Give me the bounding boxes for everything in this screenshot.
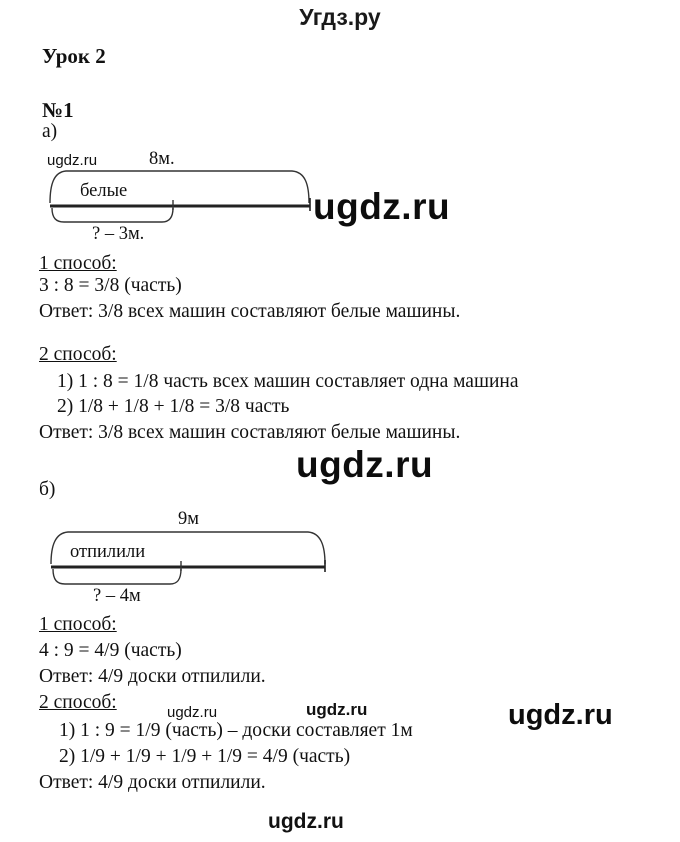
diagram-b-segment-label: отпилили	[70, 542, 146, 562]
watermark-footer: ugdz.ru	[268, 810, 344, 833]
part-b-method2-answer: Ответ: 4/9 доски отпилили.	[39, 772, 266, 793]
watermark-medium: ugdz.ru	[306, 700, 368, 719]
diagram-a-part-label: ? – 3м.	[92, 224, 145, 244]
watermark-large: ugdz.ru	[508, 699, 613, 731]
diagram-a-segment-label: белые	[80, 181, 128, 201]
part-b-method2-title: 2 способ:	[39, 692, 117, 713]
task-number: №1	[42, 98, 74, 122]
part-b-label: б)	[39, 479, 56, 500]
part-a-method2-step1: 1) 1 : 8 = 1/8 часть всех машин составляет одна машина	[57, 371, 519, 392]
part-a-label: а)	[42, 121, 58, 142]
part-a-method2-step2: 2) 1/8 + 1/8 + 1/8 = 3/8 часть	[57, 396, 290, 417]
diagram-b-part-label: ? – 4м	[93, 586, 141, 606]
watermark-small: ugdz.ru	[167, 704, 218, 721]
part-b-method1-line: 4 : 9 = 4/9 (часть)	[39, 640, 182, 661]
site-title: Угдз.ру	[299, 4, 381, 30]
diagram-a-total-label: 8м.	[149, 149, 175, 169]
part-b-method2-step2: 2) 1/9 + 1/9 + 1/9 + 1/9 = 4/9 (часть)	[59, 746, 351, 767]
part-b-method2-step1: 1) 1 : 9 = 1/9 (часть) – доски составляет 1м	[59, 720, 413, 741]
lesson-title: Урок 2	[42, 44, 106, 68]
diagram-b-total-label: 9м	[178, 509, 199, 529]
watermark-large: ugdz.ru	[296, 444, 434, 485]
part-a-method1-line: 3 : 8 = 3/8 (часть)	[39, 275, 182, 296]
watermark-small: ugdz.ru	[47, 152, 98, 169]
part-a-method1-answer: Ответ: 3/8 всех машин составляют белые машины.	[39, 301, 461, 322]
part-a-method2-answer: Ответ: 3/8 всех машин составляют белые машины.	[39, 422, 461, 443]
part-a-method2-title: 2 способ:	[39, 344, 117, 365]
part-a-method1-title: 1 способ:	[39, 253, 117, 274]
part-b-method1-answer: Ответ: 4/9 доски отпилили.	[39, 666, 266, 687]
watermark-large: ugdz.ru	[313, 186, 451, 227]
part-b-method1-title: 1 способ:	[39, 614, 117, 635]
